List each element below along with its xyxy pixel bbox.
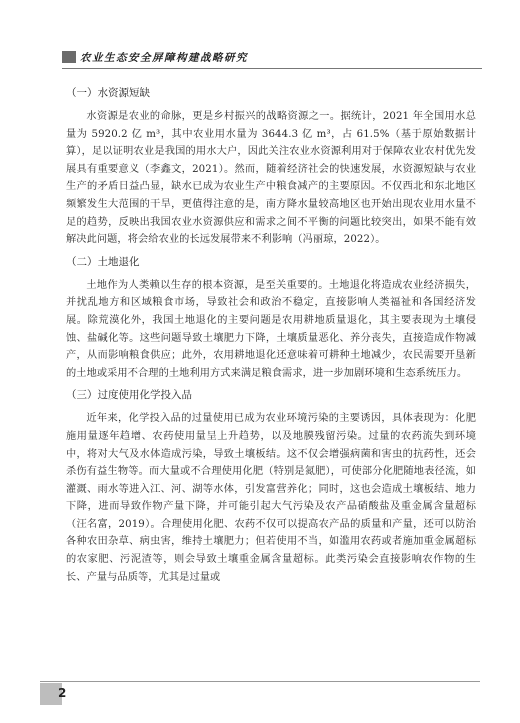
paragraph-chemicals: 近年来，化学投入品的过量使用已成为农业环境污染的主要诱因，具体表现为：化肥施用量逐年趋增、农药使用量呈上升趋势，以及地膜残留污染。过量的农药流失到环境中，将对大气及水体造成污染，导致土壤板结。这不仅会增强病菌和害虫的抗药性，还会杀伤有益生物等。而大量或不合理使用化肥（特别是氮肥），可使部分化肥随地表径流，如灌溉、雨水等进入江、河、湖等水体，引发富营养化；同时，这也会造成土壤板结、地力下降，进而导致作物产量下降，并可能引起大气污染及农产品硝酸盐及重金属含量超标（汪名富，2019）。合理使用化肥、农药不仅可以提高农产品的质量和产量，还可以防治各种农田杂草、病虫害，维持土壤肥力；但若使用不当，如滥用农药或者施加重金属超标的农家肥、污泥渣等，则会导致土壤重金属含量超标。此类污染会直接影响农作物的生长、产量与品质等，尤其是过量或: [66, 413, 476, 583]
section-heading-land: （二）土地退化: [66, 255, 140, 268]
section-heading-chemicals: （三）过度使用化学投入品: [66, 389, 192, 402]
running-header: [62, 50, 482, 64]
header-divider: [62, 68, 482, 69]
footer-divider: [40, 681, 480, 682]
paragraph-land: 土地作为人类赖以生存的根本资源，是至关重要的。土地退化将造成农业经济损失，并扰乱地方和区域粮食市场，导致社会和政治不稳定，直接影响人类福祉和各国经济发展。除荒漠化外，我国土地退化的主要问题是农用耕地质量退化，其主要表现为土壤侵蚀、盐碱化等。这些问题导致土壤肥力下降，土壤质量恶化、养分丧失，直接造成作物减产，从而影响粮食供应；此外，农用耕地退化还意味着可耕种土地减少，农民需要开垦新的土地或采用不合理的土地利用方式来满足粮食需求，进一步加剧环境和生态系统压力。: [66, 279, 476, 379]
section-heading-water: （一）水资源短缺: [66, 87, 150, 99]
header-marker: [62, 51, 76, 63]
paragraph-water: 水资源是农业的命脉，更是乡村振兴的战略资源之一。据统计，2021 年全国用水总量为 5920.2 亿 m³，其中农业用水量为 3644.3 亿 m³，占 61.5%（基于原始数据计算），足以证明农业是我国的用水大户，因此关注农业水资源利用对于保障农业农村优先发展具有重要意义（李鑫文，2021）。然而，随着经济社会的快速发展，水资源短缺与农业生产的矛盾日益凸显，缺水已成为农业生产中粮食减产的主要原因。不仅西北和东北地区频繁发生大范围的干旱，更值得注意的是，南方降水量较高地区也开始出现农业用水量不足的趋势，反映出我国农业水资源供应和需求之间不平衡的问题比较突出，如果不能有效解决此问题，将会给农业的长远发展带来不利影响（冯丽琼，2022）。: [66, 111, 476, 246]
header-title: 农业生态安全屏障构建战略研究: [80, 51, 248, 64]
page-number: 2: [58, 686, 67, 700]
body-content: [66, 80, 476, 592]
